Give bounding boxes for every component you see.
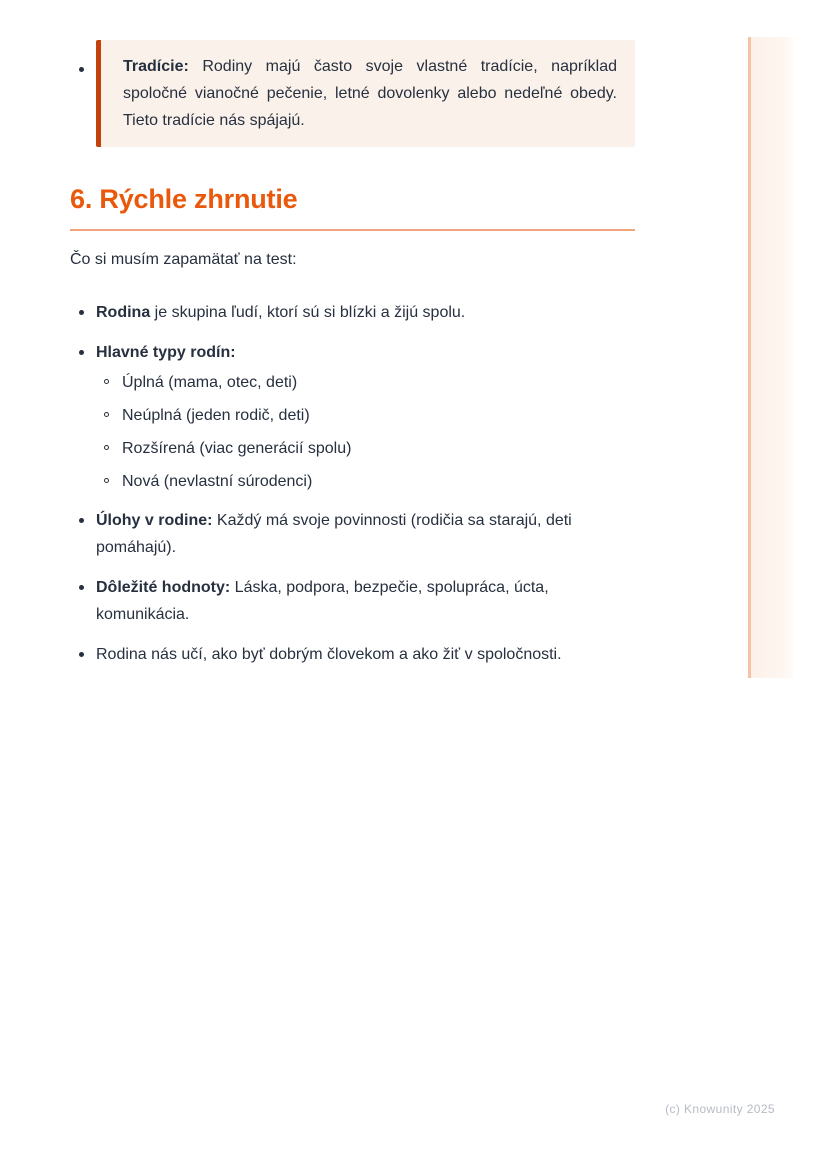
sub-list-item-text: Nová (nevlastní súrodenci) <box>122 473 313 490</box>
list-item-term: Dôležité hodnoty: <box>96 579 231 596</box>
bullet-icon <box>79 350 84 355</box>
callout-body: Rodiny majú často svoje vlastné tradície, napríklad spoločné vianočné pečenie, letné dovolenky alebo nedeľné obedy. Tieto tradície nás spájajú. <box>123 58 617 129</box>
sub-list-item-text: Rozšírená (viac generácií spolu) <box>122 440 352 457</box>
callout-text <box>123 53 617 134</box>
bullet-icon <box>79 652 84 657</box>
list-item <box>70 299 635 326</box>
circle-bullet-icon <box>104 412 109 417</box>
document-content <box>70 40 635 681</box>
list-item-text: Rodina nás učí, ako byť dobrým človekom a ako žiť v spoločnosti. <box>96 646 562 663</box>
circle-bullet-icon <box>104 445 109 450</box>
list-item-term: Úlohy v rodine: <box>96 512 213 529</box>
sub-list-item <box>96 439 635 458</box>
list-item <box>70 507 635 561</box>
sub-list-item <box>96 472 635 491</box>
bullet-icon <box>79 518 84 523</box>
summary-list <box>70 299 635 668</box>
footer-copyright: (c) Knowunity 2025 <box>665 1102 775 1116</box>
list-item-term: Hlavné typy rodín: <box>96 344 236 361</box>
circle-bullet-icon <box>104 379 109 384</box>
circle-bullet-icon <box>104 478 109 483</box>
callout-term: Tradície: <box>123 58 189 75</box>
bullet-icon <box>79 67 84 72</box>
list-item-text: Láska, podpora, bezpečie, spolupráca, úcta, komunikácia. <box>96 579 549 623</box>
list-item-term: Rodina <box>96 304 151 321</box>
sub-list-item-text: Neúplná (jeden rodič, deti) <box>122 407 310 424</box>
bullet-icon <box>79 310 84 315</box>
list-item <box>70 339 635 491</box>
list-item <box>70 641 635 668</box>
family-types-sublist <box>96 373 635 491</box>
list-item-text: Každý má svoje povinnosti (rodičia sa starajú, deti pomáhajú). <box>96 512 572 556</box>
list-item-text: je skupina ľudí, ktorí sú si blízki a žijú spolu. <box>150 304 466 321</box>
intro-text: Čo si musím zapamätať na test: <box>70 251 297 268</box>
sub-list-item <box>96 373 635 392</box>
bullet-icon <box>79 585 84 590</box>
heading-divider <box>70 229 635 231</box>
list-item <box>70 574 635 628</box>
traditions-callout <box>96 40 635 147</box>
section-heading: 6. Rýchle zhrnutie <box>70 184 298 214</box>
sub-list-item <box>96 406 635 425</box>
callout-list-item <box>70 40 635 147</box>
sub-list-item-text: Úplná (mama, otec, deti) <box>122 374 298 391</box>
page-edge-strip <box>748 37 793 678</box>
